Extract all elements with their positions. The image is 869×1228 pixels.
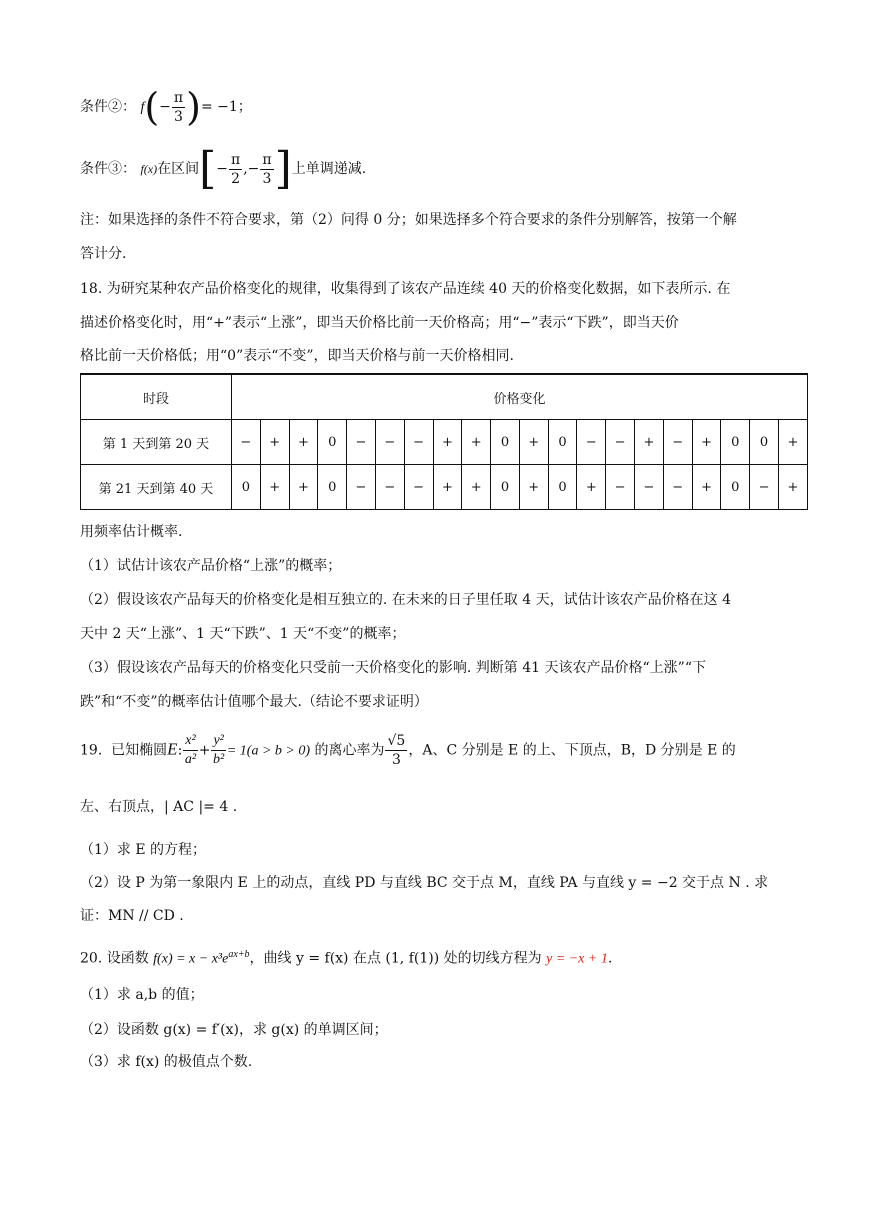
price-change-cell: + [519, 465, 548, 510]
price-change-cell: − [375, 420, 404, 465]
price-change-cell: − [231, 420, 260, 465]
price-change-cell: − [375, 465, 404, 510]
q20-text-2: ，曲线 y = f(x) 在点 (1, f(1)) 处的切线方程为 [249, 950, 542, 967]
price-change-cell: + [462, 465, 491, 510]
condition-2-label: 条件②： [80, 99, 136, 115]
price-change-cell: + [433, 465, 462, 510]
header-period: 时段 [81, 374, 232, 420]
colon: : [177, 742, 183, 759]
header-change: 价格变化 [231, 374, 807, 420]
q20-text-1: 20. 设函数 [80, 950, 149, 967]
pi-over-3-fraction: $\frac{\pi}{3}$ [173, 89, 184, 125]
tangent-line-equation: y = −x + 1 [546, 951, 608, 967]
price-change-cell: − [663, 420, 692, 465]
price-change-cell: + [778, 465, 807, 510]
price-change-cell: + [260, 420, 289, 465]
condition-2-rhs: = −1 [200, 99, 238, 115]
price-change-cell: + [577, 465, 606, 510]
price-change-cell: 0 [721, 465, 750, 510]
price-change-cell: + [260, 465, 289, 510]
q19-text-2: 的离心率为 [314, 742, 385, 759]
q18-part-1: （1）试估计该农产品价格“上涨”的概率； [80, 558, 342, 574]
price-change-cell: 0 [721, 420, 750, 465]
condition-3-label: 条件③： [80, 161, 136, 177]
condition-3-text2: 上单调递减. [291, 161, 367, 177]
left-bracket: [ [199, 143, 217, 194]
price-change-cell: − [347, 465, 376, 510]
price-change-cell: 0 [491, 465, 520, 510]
price-change-cell: + [634, 420, 663, 465]
note-line-2: 答计分. [80, 246, 127, 262]
y2-over-b2: $\frac{\text{y²}}{\text{b²}}$ [213, 733, 225, 767]
q19-number: 19. [80, 742, 103, 759]
q19-line-1 [80, 732, 736, 769]
price-change-cell: 0 [318, 465, 347, 510]
price-change-cell: − [606, 465, 635, 510]
price-change-cell: 0 [548, 465, 577, 510]
row-label: 第 21 天到第 40 天 [81, 465, 232, 510]
row-label: 第 1 天到第 20 天 [81, 420, 232, 465]
price-change-cell: + [433, 420, 462, 465]
price-change-cell: − [404, 465, 433, 510]
condition-3-fx: f(x) [140, 162, 158, 176]
q19-part-2b: 证：MN // CD . [80, 908, 184, 924]
price-change-cell: 0 [491, 420, 520, 465]
right-bracket: ] [274, 143, 292, 194]
q18-part-3a: （3）假设该农产品每天的价格变化只受前一天价格变化的影响. 判断第 41 天该农产品价格“上涨”“下 [80, 660, 706, 676]
q18-part-2b: 天中 2 天“上涨”、1 天“下跌”、1 天“不变”的概率； [80, 626, 406, 642]
price-change-cell: − [404, 420, 433, 465]
ellipse-condition: = 1(a > b > 0) [226, 743, 311, 759]
price-change-cell: + [519, 420, 548, 465]
price-change-cell: + [778, 420, 807, 465]
q19-text-1: 已知椭圆 [111, 742, 168, 759]
condition-3: 条件③： f(x)在区间[− $\frac{\pi}{2}$ ,− $\frac{\pi}{3}$ ]上单调递减. [80, 143, 367, 194]
q20-period: . [607, 950, 613, 967]
note-line-1: 注：如果选择的条件不符合要求，第（2）问得 0 分；如果选择多个符合要求的条件分别解答，按第一个解 [80, 212, 737, 228]
left-paren: ( [144, 85, 160, 129]
price-change-cell: + [462, 420, 491, 465]
q19-line-2: 左、右顶点，| AC |= 4 . [80, 799, 238, 815]
price-change-cell: 0 [750, 420, 779, 465]
pi-over-3-fraction-b: $\frac{\pi}{3}$ [262, 151, 272, 187]
q19-part-2a: （2）设 P 为第一象限内 E 上的动点，直线 PD 与直线 BC 交于点 M，直线 PA 与直线 y = −2 交于点 N . 求 [80, 875, 769, 891]
price-change-cell: − [663, 465, 692, 510]
table-row [81, 465, 808, 510]
condition-2-minus: − [159, 99, 171, 115]
q20-part-3: （3）求 f(x) 的极值点个数. [80, 1054, 253, 1070]
price-change-cell: − [750, 465, 779, 510]
right-paren: ) [186, 85, 201, 129]
price-change-cell: + [692, 420, 721, 465]
condition-2-tail: ； [237, 99, 252, 115]
q20-function: f(x) = x − x³e [153, 951, 229, 967]
x2-over-a2: $\frac{\text{x²}}{\text{a²}}$ [184, 733, 197, 767]
price-change-cell: + [289, 465, 318, 510]
table-header-row [81, 374, 808, 420]
ellipse-E: E [167, 739, 178, 759]
q18-after-table: 用频率估计概率. [80, 524, 183, 540]
table-row [81, 420, 808, 465]
q18-part-3b: 跌”和“不变”的概率估计值哪个最大.（结论不要求证明） [80, 694, 428, 710]
pi-over-2-fraction: $\frac{\pi}{2}$ [231, 151, 241, 187]
q20-part-1: （1）求 a,b 的值； [80, 987, 204, 1003]
q18-line-3: 格比前一天价格低；用“0”表示“不变”，即当天价格与前一天价格相同. [80, 348, 514, 364]
eccentricity-fraction: $\frac{√5}{3}$ [387, 733, 406, 768]
price-change-cell: + [289, 420, 318, 465]
condition-2 [80, 85, 252, 129]
price-change-cell: − [634, 465, 663, 510]
q18-line-1: 18. 为研究某种农产品价格变化的规律，收集得到了该农产品连续 40 天的价格变化数据，如下表所示. 在 [80, 281, 731, 297]
price-change-cell: 0 [318, 420, 347, 465]
q20-exponent: ax+b [228, 949, 250, 960]
q18-part-2a: （2）假设该农产品每天的价格变化是相互独立的. 在未来的日子里任取 4 天，试估计该农产品价格在这 4 [80, 592, 731, 608]
q19-part-1: （1）求 E 的方程； [80, 842, 207, 858]
price-change-table [80, 373, 808, 510]
plus-sign: + [198, 742, 211, 759]
price-change-cell: 0 [548, 420, 577, 465]
condition-2-f: f [140, 100, 145, 115]
price-change-cell: − [347, 420, 376, 465]
price-change-cell: 0 [231, 465, 260, 510]
q19-text-3: ，A、C 分别是 E 的上、下顶点，B，D 分别是 E 的 [408, 742, 736, 759]
price-change-cell: + [692, 465, 721, 510]
price-change-cell: − [577, 420, 606, 465]
q20-part-2: （2）设函数 g(x) = f′(x)，求 g(x) 的单调区间； [80, 1022, 388, 1038]
q20-line-1 [80, 945, 612, 970]
condition-3-text1: 在区间 [157, 161, 200, 177]
price-change-cell: − [606, 420, 635, 465]
q18-line-2: 描述价格变化时，用“+”表示“上涨”，即当天价格比前一天价格高；用“−”表示“下跌”，即当天价 [80, 315, 679, 331]
